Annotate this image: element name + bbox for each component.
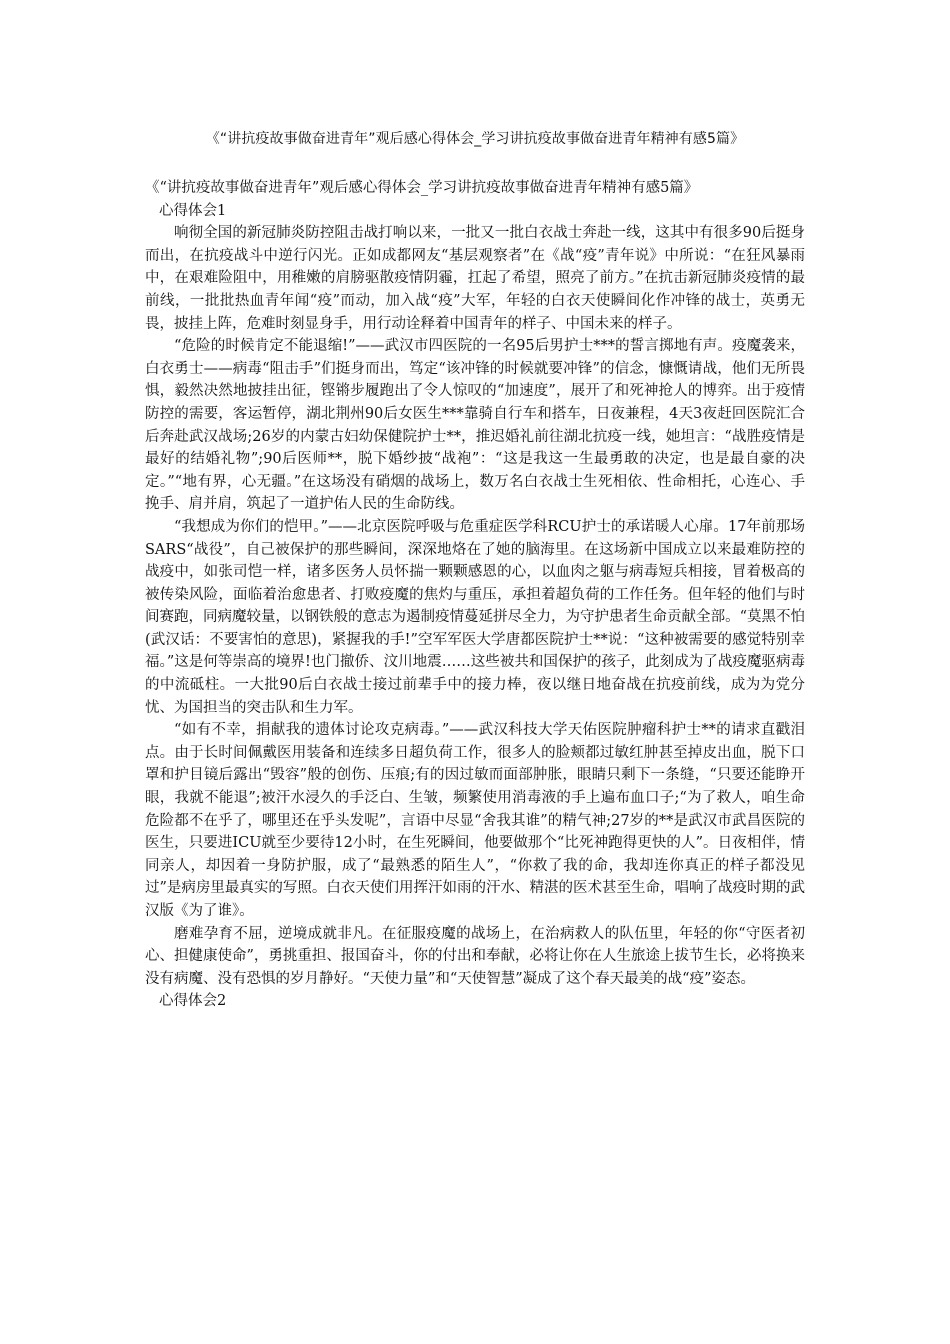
section-heading-2: 心得体会2 [159,993,227,1010]
paragraph-5: 磨难孕育不屈，逆境成就非凡。在征服疫魔的战场上，在治病救人的队伍里，年轻的你“守医者初心、担健康使命”，勇挑重担、报国奋斗，你的付出和奉献，必将让你在人生旅途上拔节生长，必将换来没有病魔、没有恐惧的岁月静好。“天使力量”和“天使智慧”凝成了这个春天最美的战“疫”姿态。 [145,925,805,987]
paragraph-2: “危险的时候肯定不能退缩!”——武汉市四医院的一名95后男护士***的誓言掷地有声。疫魔袭来，白衣勇士——病毒“阻击手”们挺身而出，笃定“该冲锋的时候就要冲锋”的信念，慷慨请战，他们无所畏惧，毅然决然地披挂出征，铿锵步履跑出了令人惊叹的“加速度”，展开了和死神抢人的博弈。出于疫情防控的需要，客运暂停，湖北荆州90后女医生***靠骑自行车和搭车，日夜兼程，4天3夜赶回医院汇合后奔赴武汉战场;26岁的内蒙古妇幼保健院护士**，推迟婚礼前往湖北抗疫一线，她坦言：“战胜疫情是最好的结婚礼物”;90后医师**，脱下婚纱披“战袍”：“这是我这一生最勇敢的决定，也是最自豪的决定。”“地有界，心无疆。”在这场没有硝烟的战场上，数万名白衣战士生死相依、性命相托，心连心、手挽手、肩并肩，筑起了一道护佑人民的生命防线。 [145,338,805,513]
paragraph-3: “我想成为你们的恺甲。”——北京医院呼吸与危重症医学科RCU护士的承诺暖人心扉。17年前那场SARS“战役”，自己被保护的那些瞬间，深深地烙在了她的脑海里。在这场新中国成立以来最难防控的战疫中，如张司恺一样，诸多医务人员怀揣一颗颗感恩的心，以血肉之躯与病毒短兵相接，冒着极高的被传染风险，面临着治愈患者、打败疫魔的焦灼与重压，承担着超负荷的工作任务。但年轻的他们与时间赛跑，同病魔较量，以钢铁般的意志为遏制疫情蔓延拼尽全力，为守护患者生命贡献全部。“莫黑不怕(武汉话：不要害怕的意思)，紧握我的手!”空军军医大学唐都医院护士**说：“这种被需要的感觉特别幸福。”这是何等崇高的境界!也门撤侨、汶川地震……这些被共和国保护的孩子，此刻成为了战疫魔驱病毒的中流砥柱。一大批90后白衣战士接过前辈手中的接力棒，夜以继日地奋战在抗疫前线，成为为党分忧、为国担当的突击队和生力军。 [145,518,805,716]
header-title: 《“讲抗疫故事做奋进青年”观后感心得体会_学习讲抗疫故事做奋进青年精神有感5篇》 [205,131,745,147]
paragraph-1: 响彻全国的新冠肺炎防控阻击战打响以来，一批又一批白衣战士奔赴一线，这其中有很多90后挺身而出，在抗疫战斗中逆行闪光。正如成都网友“基层观察者”在《战“疫”青年说》中所说：“在狂风暴雨中，在艰难险阻中，用稚嫩的肩膀驱散疫情阴霾，扛起了希望，照亮了前方。”在抗击新冠肺炎疫情的最前线，一批批热血青年闻“疫”而动，加入战“疫”大军，年轻的白衣天使瞬间化作冲锋的战士，英勇无畏，披挂上阵，危难时刻显身手，用行动诠释着中国青年的样子、中国未来的样子。 [145,225,805,332]
document-body [145,177,805,1013]
paragraph-4: “如有不幸，捐献我的遗体讨论攻克病毒。”——武汉科技大学天佑医院肿瘤科护士**的请求直戳泪点。由于长时间佩戴医用装备和连续多日超负荷工作，很多人的脸颊都过敏红肿甚至掉皮出血，脱下口罩和护目镜后露出“毁容”般的创伤、压痕;有的因过敏而面部肿胀，眼睛只剩下一条缝，“只要还能睁开眼，我就不能退”;被汗水浸久的手泛白、生皱，频繁使用消毒液的手上遍布血口子;“为了救人，咱生命危险都不在乎了，哪里还在乎头发呢”，言语中尽显“舍我其谁”的精气神;27岁的**是武汉市武昌医院的医生，只要进ICU就至少要待12小时，在生死瞬间，他要做那个“比死神跑得更快的人”。日夜相伴，情同亲人，却因着一身防护服，成了“最熟悉的陌生人”，“你救了我的命，我却连你真正的样子都没见过”是病房里最真实的写照。白衣天使们用挥汗如雨的汗水、精湛的医术甚至生命，唱响了战疫时期的武汉版《为了谁》。 [145,722,805,919]
document-title: 《“讲抗疫故事做奋进青年”观后感心得体会_学习讲抗疫故事做奋进青年精神有感5篇》 [145,180,699,196]
section-heading-1: 心得体会1 [159,202,227,219]
